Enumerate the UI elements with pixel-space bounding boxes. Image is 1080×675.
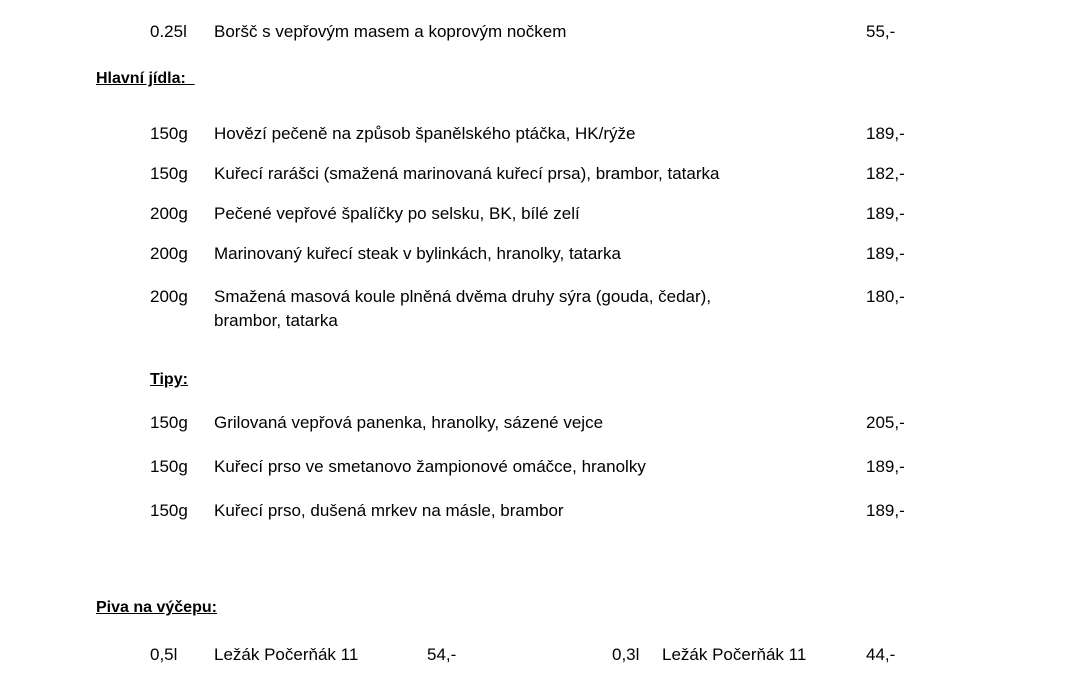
item-name: Kuřecí prso, dušená mrkev na másle, brambor <box>214 501 564 520</box>
item-name: Pečené vepřové špalíčky po selsku, BK, bílé zelí <box>214 204 580 223</box>
beer-heading: Piva na výčepu: <box>96 599 217 616</box>
item-name: Kuřecí rarášci (smažená marinovaná kuřecí prsa), brambor, tatarka <box>214 164 720 183</box>
item-price: 182,- <box>866 164 905 183</box>
beer-qty: 0,3l <box>612 645 640 664</box>
beer-name: Ležák Počerňák 11 <box>662 645 807 664</box>
item-price: 189,- <box>866 244 905 263</box>
soup-qty: 0.25l <box>150 22 187 41</box>
item-qty: 150g <box>150 413 188 432</box>
item-qty: 200g <box>150 244 188 263</box>
tips-heading: Tipy: <box>150 371 188 388</box>
soup-name: Boršč s vepřovým masem a koprovým nočkem <box>214 22 567 41</box>
item-qty: 150g <box>150 457 188 476</box>
item-price: 189,- <box>866 204 905 223</box>
item-name: Kuřecí prso ve smetanovo žampionové omáčce, hranolky <box>214 457 646 476</box>
item-qty: 150g <box>150 124 188 143</box>
beer-qty: 0,5l <box>150 645 178 664</box>
item-name: Hovězí pečeně na způsob španělského ptáčka, HK/rýže <box>214 124 636 143</box>
item-qty: 200g <box>150 204 188 223</box>
item-qty: 150g <box>150 501 188 520</box>
item-qty: 200g <box>150 287 188 306</box>
item-name-line1: Smažená masová koule plněná dvěma druhy sýra (gouda, čedar), <box>214 287 712 306</box>
item-price: 180,- <box>866 287 905 306</box>
item-price: 189,- <box>866 124 905 143</box>
beer-price: 44,- <box>866 645 896 664</box>
main-dishes-heading: Hlavní jídla: <box>96 70 195 87</box>
item-price: 189,- <box>866 457 905 476</box>
beer-name: Ležák Počerňák 11 <box>214 645 359 664</box>
item-price: 189,- <box>866 501 905 520</box>
item-price: 205,- <box>866 413 905 432</box>
item-qty: 150g <box>150 164 188 183</box>
item-name-line2: brambor, tatarka <box>214 311 338 330</box>
soup-price: 55,- <box>866 22 896 41</box>
item-name: Grilovaná vepřová panenka, hranolky, sázené vejce <box>214 413 604 432</box>
item-name: Marinovaný kuřecí steak v bylinkách, hranolky, tatarka <box>214 244 621 263</box>
beer-price: 54,- <box>427 645 457 664</box>
